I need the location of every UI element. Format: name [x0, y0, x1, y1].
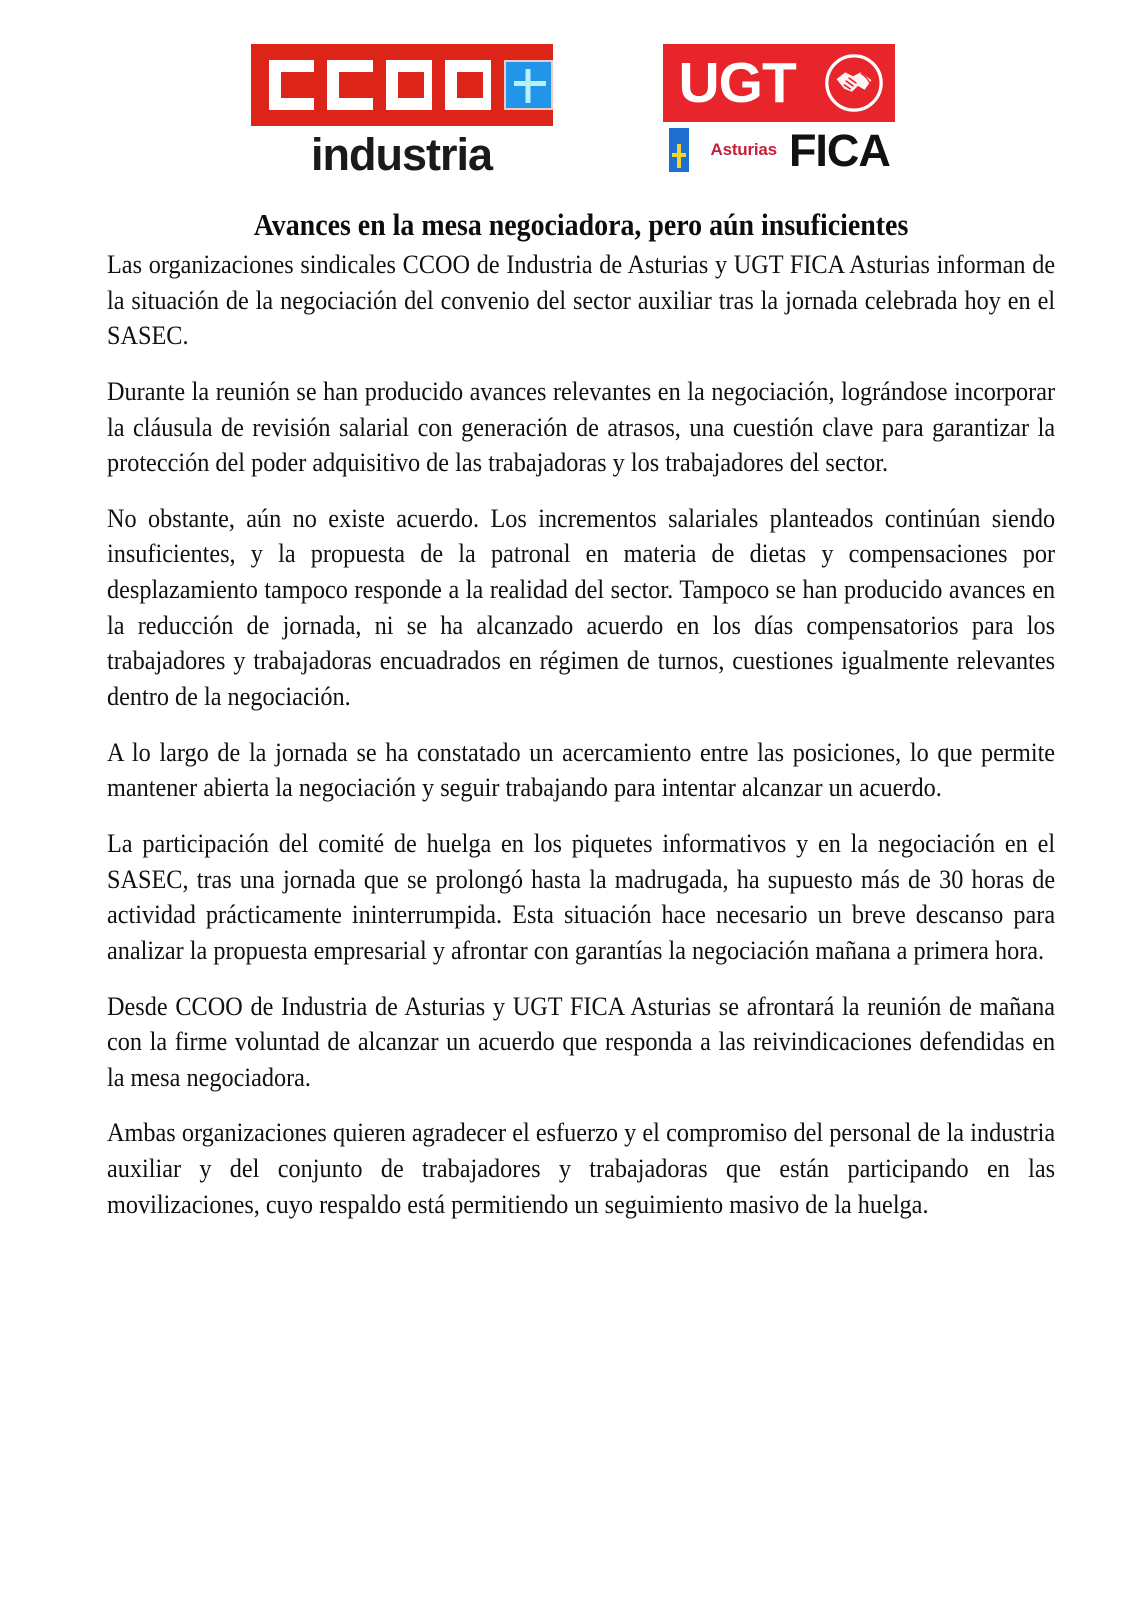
ugt-fica-wordmark: FICA — [788, 124, 890, 176]
ugt-sub-row — [663, 122, 895, 178]
ugt-fica-logo — [663, 44, 895, 178]
body-paragraph: Desde CCOO de Industria de Asturias y UGT FICA Asturias se afrontará la reunión de mañana con la firme voluntad de alcanzar un acuerdo que responda a las reivindicaciones defendidas en la mesa negociadora. — [107, 990, 1056, 1092]
asturias-flag-icon — [669, 128, 689, 172]
ccoo-letter-c-2 — [327, 60, 373, 110]
ccoo-letter-o-2 — [445, 60, 491, 110]
ugt-wordmark: UGT — [678, 50, 796, 115]
logo-header — [0, 44, 1145, 184]
ccoo-letter-c-1 — [269, 60, 315, 110]
ccoo-letter-o-1 — [386, 60, 432, 110]
body-paragraph: No obstante, aún no existe acuerdo. Los incrementos salariales planteados continúan siendo insuficientes, y la propuesta de la patronal en materia de dietas y compensaciones por desplazamiento tampoco responde a la realidad del sector. Tampoco se han producido avances en la reducción de jornada, ni se ha alcanzado acuerdo en los días compensatorios para los trabajadores y trabajadoras encuadrados en régimen de turnos, cuestiones igualmente relevantes dentro de la negociación. — [107, 502, 1056, 712]
body-paragraph: Durante la reunión se han producido avances relevantes en la negociación, lográndose incorporar la cláusula de revisión salarial con generación de atrasos, una cuestión clave para garantizar la protección del poder adquisitivo de las trabajadoras y los trabajadores del sector. — [107, 375, 1056, 478]
document-body — [107, 247, 1055, 1222]
asturias-flag-icon — [504, 60, 552, 110]
body-paragraph: La participación del comité de huelga en los piquetes informativos y en la negociación en el SASEC, tras una jornada que se prolongó hasta la madrugada, ha supuesto más de 30 horas de actividad prácticamente ininterrumpida. Esta situación hace necesario un breve descanso para analizar la propuesta empresarial y afrontar con garantías la negociación mañana a primera hora. — [107, 827, 1056, 965]
ugt-region-label: Asturias — [710, 140, 777, 159]
body-paragraph: Las organizaciones sindicales CCOO de Industria de Asturias y UGT FICA Asturias informan de la situación de la negociación del convenio del sector auxiliar tras la jornada celebrada hoy en el SASEC. — [107, 249, 1056, 351]
handshake-icon — [823, 52, 885, 114]
ccoo-industria-logo — [251, 44, 553, 180]
page-title: Avances en la mesa negociadora, pero aún insuficientes — [253, 206, 909, 242]
ccoo-red-bar — [251, 44, 553, 126]
body-paragraph: Ambas organizaciones quieren agradecer el esfuerzo y el compromiso del personal de la industria auxiliar y del conjunto de trabajadores y trabajadoras que están participando en las movilizaciones, cuyo respaldo está permitiendo un seguimiento masivo de la huelga. — [107, 1117, 1056, 1219]
body-paragraph: A lo largo de la jornada se ha constatado un acercamiento entre las posiciones, lo que permite mantener abierta la negociación y seguir trabajando para intentar alcanzar un acuerdo. — [107, 736, 1056, 803]
ccoo-industria-wordmark: industria — [310, 129, 493, 180]
ugt-red-bar — [663, 44, 895, 122]
